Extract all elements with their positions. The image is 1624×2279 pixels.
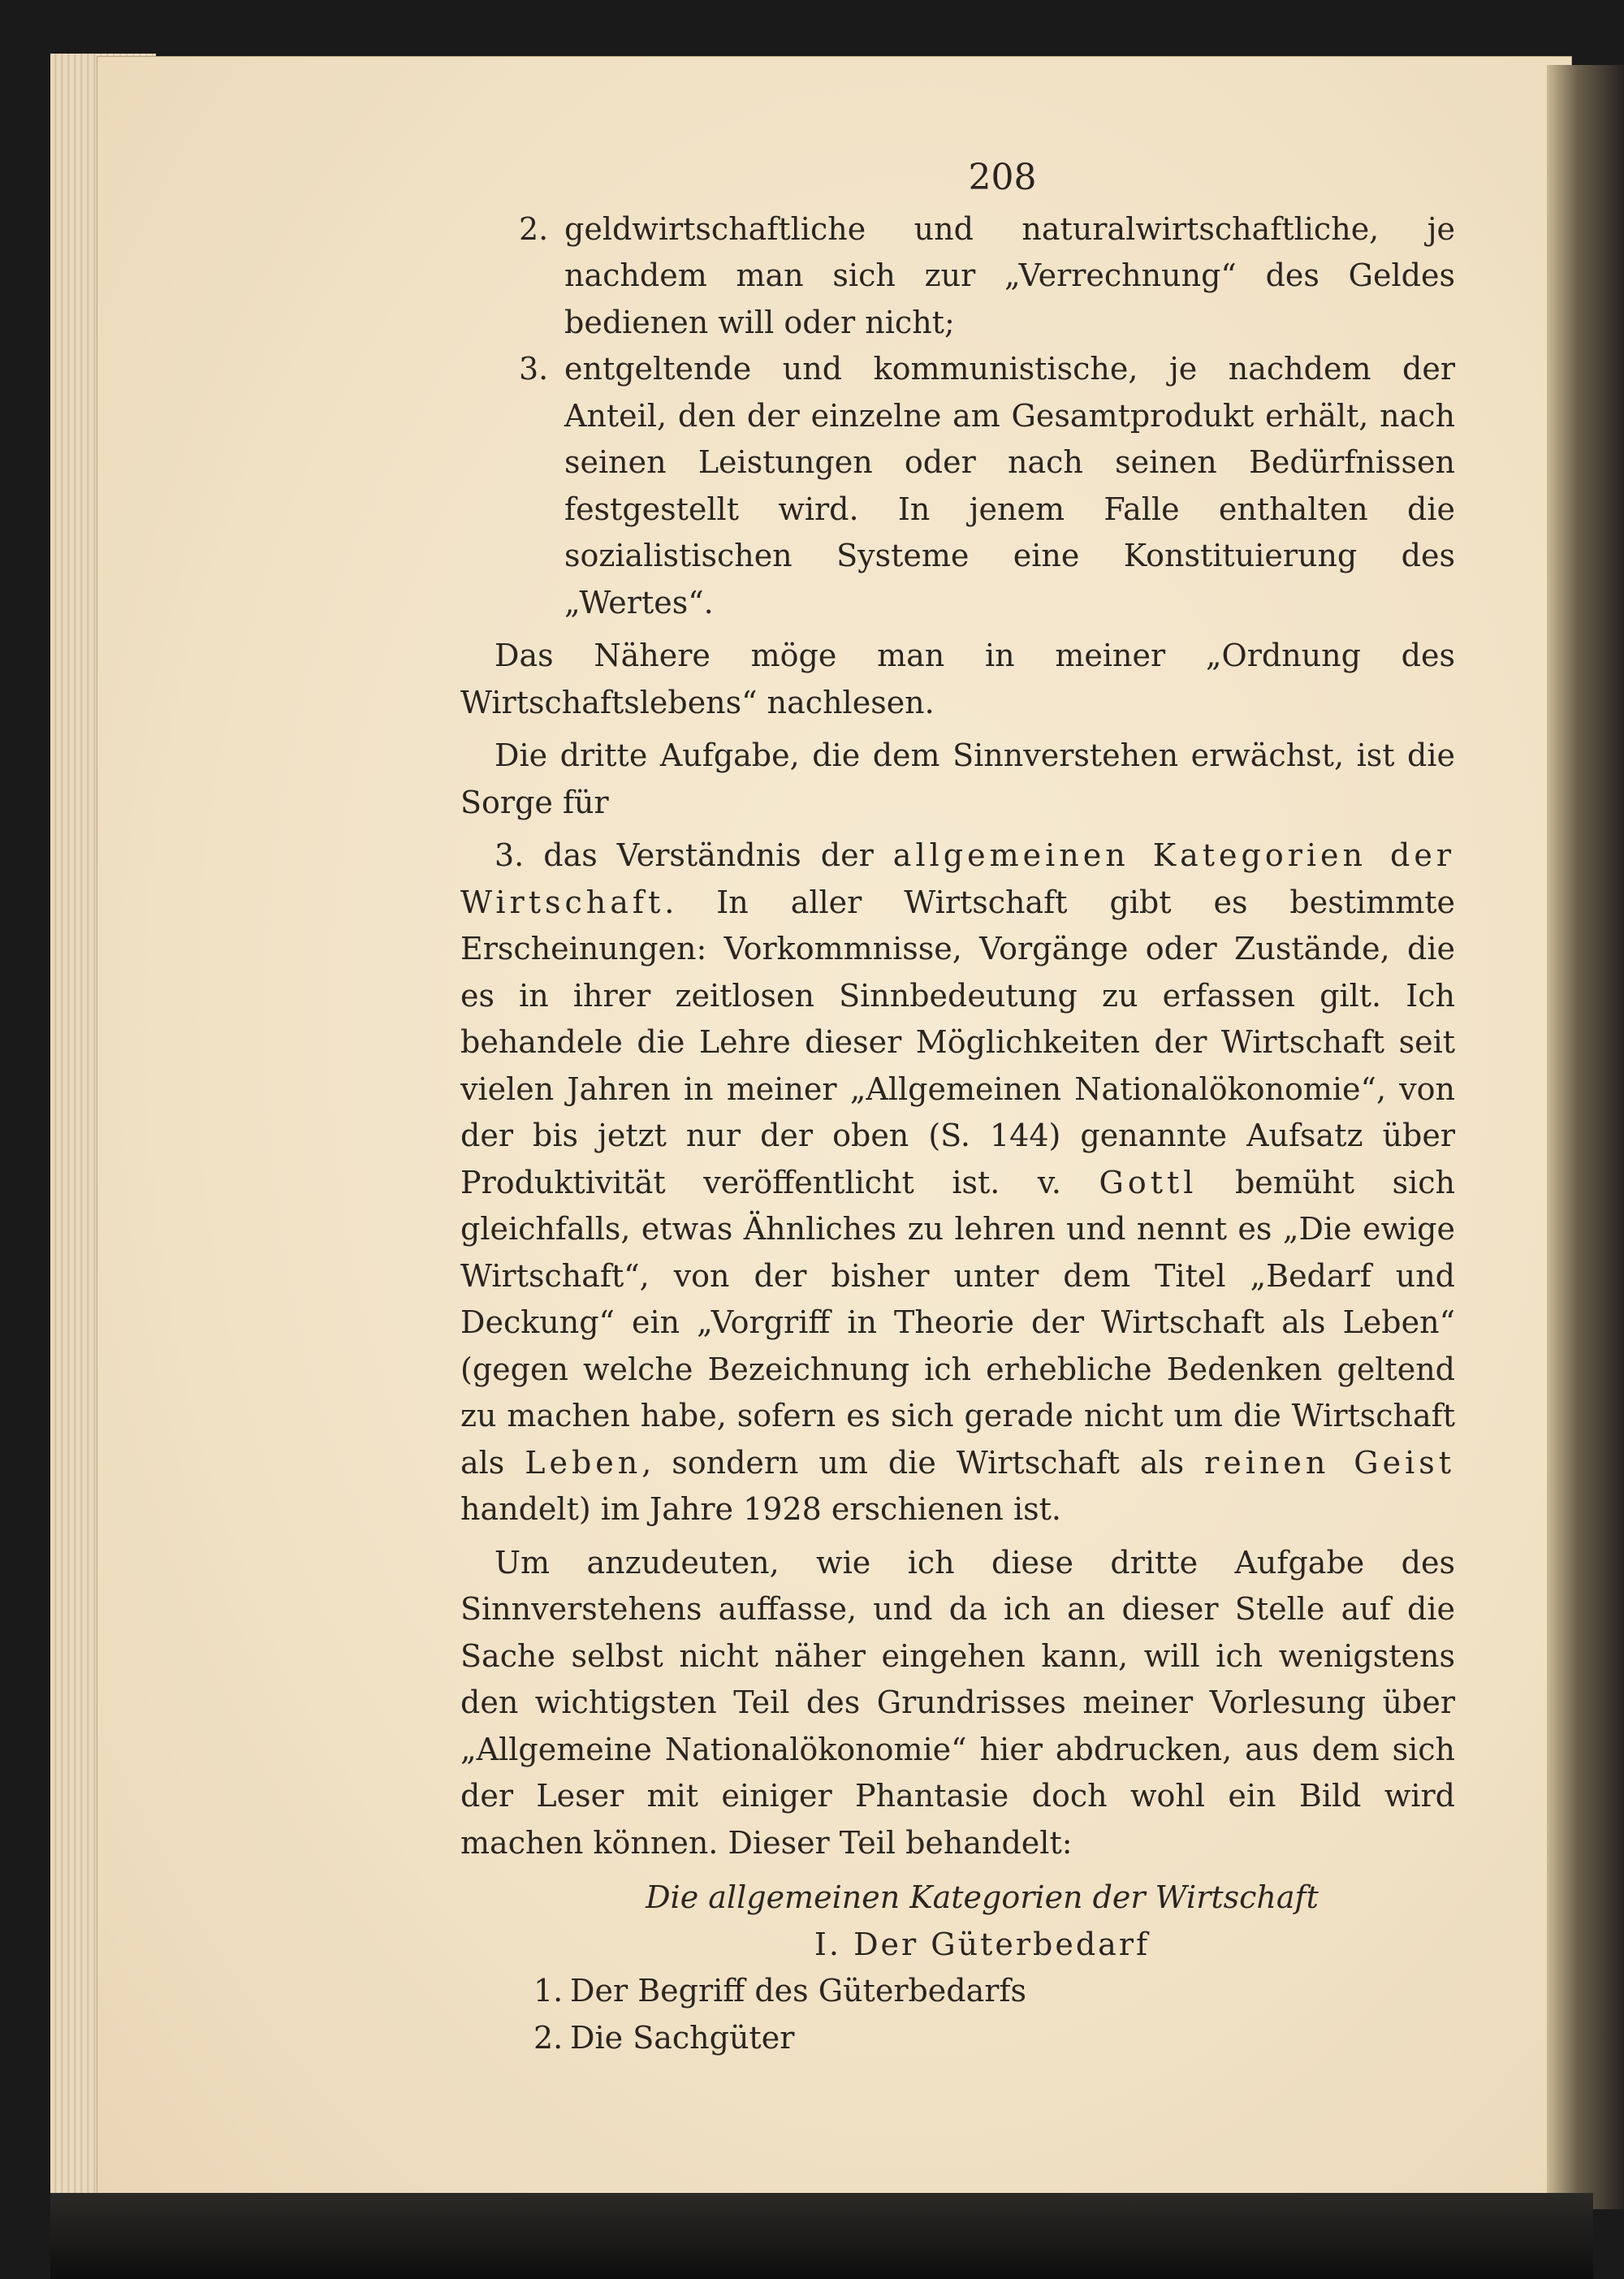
paragraph-body: bemüht sich gleichfalls, etwas Ähnliches zu lehren und nennt es „Die ewige Wirtschaft“, von der bisher unter dem Titel „Bedarf und Deckung“ ein „Vorgriff in Theorie der Wirtschaft als Leben“ (gegen welche Bezeichnung ich erhebliche Bedenken geltend zu machen habe, sofern es sich gerade nicht um die Wirtschaft als xyxy=(460,1164,1455,1481)
list-text: geldwirtschaftliche und naturalwirtschaftliche, je nachdem man sich zur „Verrechnung“ des Geldes bedienen will oder nicht; xyxy=(564,210,1455,340)
emphasis-spaced: reinen Geist xyxy=(1204,1444,1455,1481)
emphasis-spaced: allgemeinen Kategorien der Wirtschaft xyxy=(460,837,1456,920)
paragraph-body: , sondern um die Wirtschaft als xyxy=(641,1444,1205,1481)
list-item xyxy=(460,346,1455,626)
toc-text: Die Sachgüter xyxy=(570,2019,795,2056)
section-heading: I. Der Güterbedarf xyxy=(814,1926,1151,1962)
paragraph-body: handelt) im Jahre 1928 erschienen ist. xyxy=(460,1491,1061,1527)
paragraph: Die dritte Aufgabe, die dem Sinnverstehen erwächst, ist die Sorge für xyxy=(460,737,1455,820)
list-text: entgeltende und kommunistische, je nachdem der Anteil, den der einzelne am Gesamtprodukt erhält, nach seinen Leistungen oder nach seinen Bedürfnissen festgestellt wird. In jenem Falle enthalten die sozialistischen Systeme eine Konstituierung des „Wertes“. xyxy=(564,351,1455,621)
paragraph xyxy=(460,832,1455,1533)
toc-item xyxy=(460,2015,1455,2062)
paragraph: Um anzudeuten, wie ich diese dritte Aufgabe des Sinnverstehens auffasse, und da ich an dieser Stelle auf die Sache selbst nicht näher eingehen kann, will ich wenigstens den wichtigsten Teil des Grundrisses meiner Vorlesung über „Allgemeine Nationalökonomie“ hier abdrucken, aus dem sich der Leser mit einiger Phantasie doch wohl ein Bild wird machen können. Dieser Teil behandelt: xyxy=(460,1544,1455,1861)
paragraph: Das Nähere möge man in meiner „Ordnung des Wirtschaftslebens“ nachlesen. xyxy=(460,638,1455,720)
emphasis-spaced: Leben xyxy=(525,1444,642,1481)
toc-number: 1. xyxy=(533,1973,564,2009)
list-number: 2. xyxy=(519,210,549,247)
page-text xyxy=(460,154,1455,2061)
page-number: 208 xyxy=(968,157,1037,198)
paragraph-lead: 3. das Verständnis der xyxy=(495,837,893,873)
list-item xyxy=(460,206,1455,347)
bottom-shadow xyxy=(50,2193,1593,2279)
list-number: 3. xyxy=(519,351,549,387)
toc-number: 2. xyxy=(533,2019,564,2056)
section-heading-italic: Die allgemeinen Kategorien der Wirtschaft xyxy=(646,1879,1319,1915)
toc-item xyxy=(460,1968,1455,2015)
toc-text: Der Begriff des Güterbedarfs xyxy=(570,1973,1027,2009)
emphasis-spaced: Gottl xyxy=(1099,1164,1198,1200)
paragraph-body: . In aller Wirtschaft gibt es bestimmte Erscheinungen: Vorkommnisse, Vorgänge oder Zustände, die es in ihrer zeitlosen Sinnbedeutung zu erfassen gilt. Ich behandele die Lehre dieser Möglichkeiten der Wirtschaft seit vielen Jahren in meiner „Allgemeinen Nationalökonomie“, von der bis jetzt nur der oben (S. 144) genannte Aufsatz über Produktivität veröffentlicht ist. v. xyxy=(460,884,1455,1200)
gutter-shadow xyxy=(1547,65,1624,2209)
